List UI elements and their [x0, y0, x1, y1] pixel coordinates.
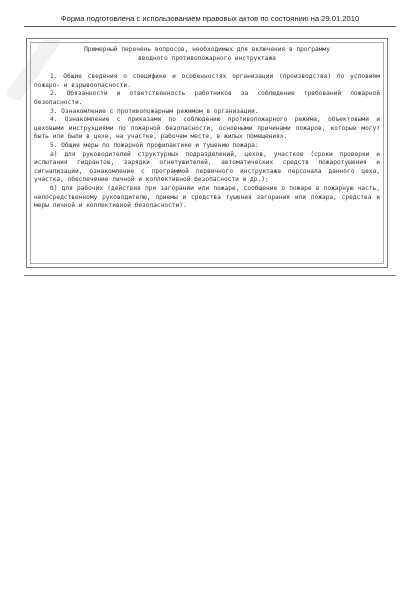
- paragraph-5: 5. Общие меры по пожарной профилактике и тушению пожара:: [50, 141, 259, 149]
- paragraph-5a: а) для руководителей структурных подразделений, цехов, участков (сроки проверки и испытания гидрантов, зарядки огнетушителей, автоматических средств пожаротушения и сигнализации, ознакомление с программой первичного инструктажа персонала данного цеха, участка, обеспечение личной и коллективной безопасности и др.);: [34, 150, 380, 184]
- paragraph-5b: б) для рабочих (действия при загорании или пожаре, сообщение о пожаре в пожарную часть, непосредственному руководителю, приемы и средства тушения загорания или пожара, средства и меры личной и коллективной безопасности).: [34, 184, 380, 210]
- paragraph-1: 1. Общие сведения о специфике и особенностях организации (производства) по условиям пожаро- и взрывоопасности.: [34, 73, 380, 89]
- document-title-line-2: вводного противопожарного инструктажа: [138, 54, 276, 62]
- document-title-line-1: Примерный перечень вопросов, необходимых для включения в программу: [84, 46, 330, 53]
- document-content: [34, 46, 380, 211]
- title-spacer: [34, 63, 380, 73]
- paragraph-3: 3. Ознакомление с противопожарным режимом в организации.: [50, 107, 259, 115]
- bottom-divider: [24, 275, 396, 276]
- paragraph-2: 2. Обязанности и ответственность работников за соблюдение требований пожарной безопасности.: [34, 90, 380, 106]
- document-header-notice: Форма подготовлена с использованием правовых актов по состоянию на 29.01.2010: [24, 12, 396, 27]
- paragraph-4: 4. Ознакомление с приказами по соблюдению противопожарного режима, объектовыми и цеховыми инструкциями по пожарной безопасности, основными причинами пожаров, которые могут быть или были в цехе, на участке, рабочем месте, в жилых помещениях.: [34, 116, 380, 141]
